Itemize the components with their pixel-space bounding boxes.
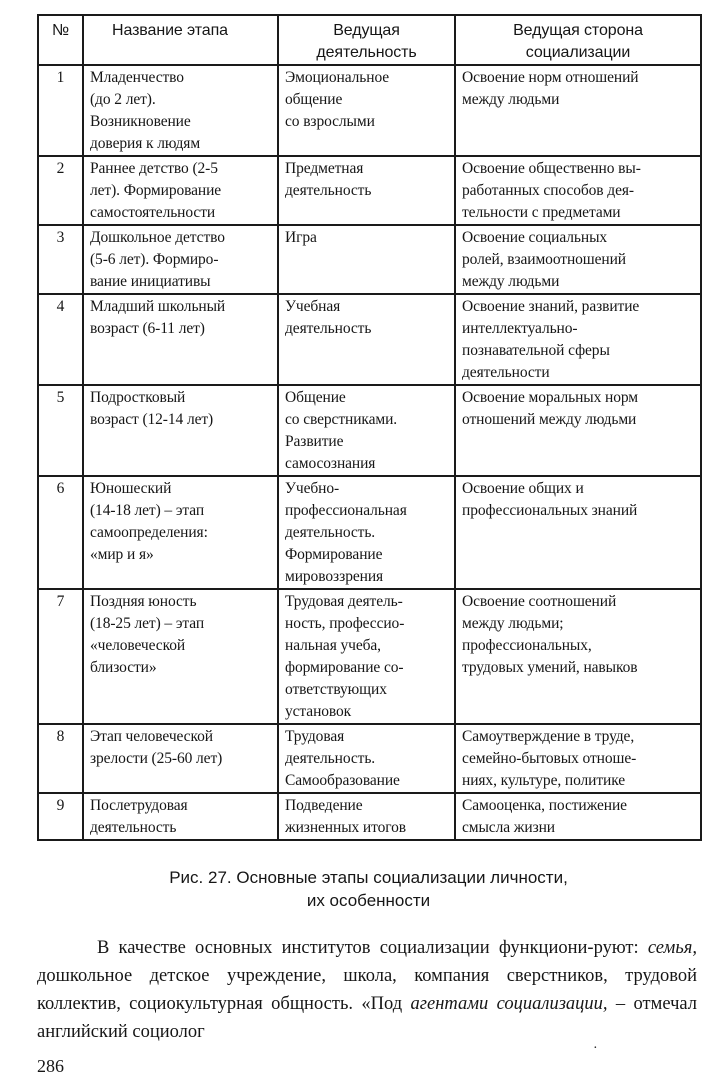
- leading-activity-cell: Трудовая деятель- ность, профессио- нальная учеба, формирование со- ответствующих установок: [278, 589, 455, 724]
- table-body: [38, 65, 701, 840]
- stage-name-cell: Поздняя юность (18-25 лет) – этап «человеческой близости»: [83, 589, 278, 724]
- table-row: [38, 589, 701, 724]
- socialization-side-cell: Освоение социальных ролей, взаимоотношений между людьми: [455, 225, 701, 294]
- body-paragraph: [37, 934, 697, 1046]
- stage-number-cell: 1: [38, 65, 83, 156]
- leading-activity-cell: Предметная деятельность: [278, 156, 455, 225]
- leading-activity-cell: Учебно- профессиональная деятельность. Формирование мировоззрения: [278, 476, 455, 589]
- stage-number-cell: 9: [38, 793, 83, 840]
- table-header-row: [38, 15, 701, 65]
- socialization-side-cell: Освоение моральных норм отношений между людьми: [455, 385, 701, 476]
- caption-line-2: их особенности: [306, 891, 431, 910]
- stage-number-cell: 6: [38, 476, 83, 589]
- socialization-side-cell: Освоение общих и профессиональных знаний: [455, 476, 701, 589]
- stage-name-cell: Послетрудовая деятельность: [83, 793, 278, 840]
- table-row: [38, 225, 701, 294]
- table-row: [38, 156, 701, 225]
- header-socialization-side: Ведущая сторона социализации: [455, 15, 701, 65]
- stage-name-cell: Этап человеческой зрелости (25-60 лет): [83, 724, 278, 793]
- stage-number-cell: 8: [38, 724, 83, 793]
- page-mark: ·: [593, 1041, 598, 1056]
- socialization-stages-table: [37, 14, 702, 841]
- figure-caption: [37, 866, 700, 912]
- stage-name-cell: Младенчество (до 2 лет). Возникновение доверия к людям: [83, 65, 278, 156]
- header-number: №: [38, 15, 83, 65]
- paragraph-emphasis-agents: агентами социализации,: [410, 994, 608, 1014]
- leading-activity-cell: Учебная деятельность: [278, 294, 455, 385]
- table-row: [38, 385, 701, 476]
- leading-activity-cell: Подведение жизненных итогов: [278, 793, 455, 840]
- stage-name-cell: Подростковый возраст (12-14 лет): [83, 385, 278, 476]
- table-header: [38, 15, 701, 65]
- socialization-side-cell: Освоение знаний, развитие интеллектуально- познавательной сферы деятельности: [455, 294, 701, 385]
- paragraph-text-3: – отмечал английский социолог: [37, 994, 697, 1042]
- socialization-side-cell: Самооценка, постижение смысла жизни: [455, 793, 701, 840]
- leading-activity-cell: Трудовая деятельность. Самообразование: [278, 724, 455, 793]
- stage-number-cell: 4: [38, 294, 83, 385]
- stage-number-cell: 3: [38, 225, 83, 294]
- socialization-side-cell: Освоение соотношений между людьми; профессиональных, трудовых умений, навыков: [455, 589, 701, 724]
- header-stage-name: Название этапа: [83, 15, 278, 65]
- table-row: [38, 724, 701, 793]
- stage-number-cell: 7: [38, 589, 83, 724]
- stage-number-cell: 5: [38, 385, 83, 476]
- leading-activity-cell: Общение со сверстниками. Развитие самосознания: [278, 385, 455, 476]
- caption-line-1: Рис. 27. Основные этапы социализации личности,: [169, 868, 568, 887]
- table-row: [38, 65, 701, 156]
- socialization-side-cell: Освоение общественно вы- работанных способов дея- тельности с предметами: [455, 156, 701, 225]
- table-row: [38, 294, 701, 385]
- table-row: [38, 793, 701, 840]
- stage-number-cell: 2: [38, 156, 83, 225]
- stage-name-cell: Юношеский (14-18 лет) – этап самоопределения: «мир и я»: [83, 476, 278, 589]
- leading-activity-cell: Эмоциональное общение со взрослыми: [278, 65, 455, 156]
- table-row: [38, 476, 701, 589]
- paragraph-emphasis-family: семья,: [647, 938, 697, 958]
- paragraph-text-2: дошкольное детское учреждение, школа, компания сверстников, трудовой коллектив, социокультурная общность. «Под: [37, 966, 697, 1014]
- stage-name-cell: Дошкольное детство (5-6 лет). Формиро- вание инициативы: [83, 225, 278, 294]
- socialization-side-cell: Самоутверждение в труде, семейно-бытовых отноше- ниях, культуре, политике: [455, 724, 701, 793]
- header-leading-activity: Ведущая деятельность: [278, 15, 455, 65]
- page-number: 286: [37, 1056, 64, 1076]
- stage-name-cell: Раннее детство (2-5 лет). Формирование самостоятельности: [83, 156, 278, 225]
- leading-activity-cell: Игра: [278, 225, 455, 294]
- paragraph-text-1: В качестве основных институтов социализации функциони-руют:: [97, 938, 648, 958]
- stage-name-cell: Младший школьный возраст (6-11 лет): [83, 294, 278, 385]
- socialization-side-cell: Освоение норм отношений между людьми: [455, 65, 701, 156]
